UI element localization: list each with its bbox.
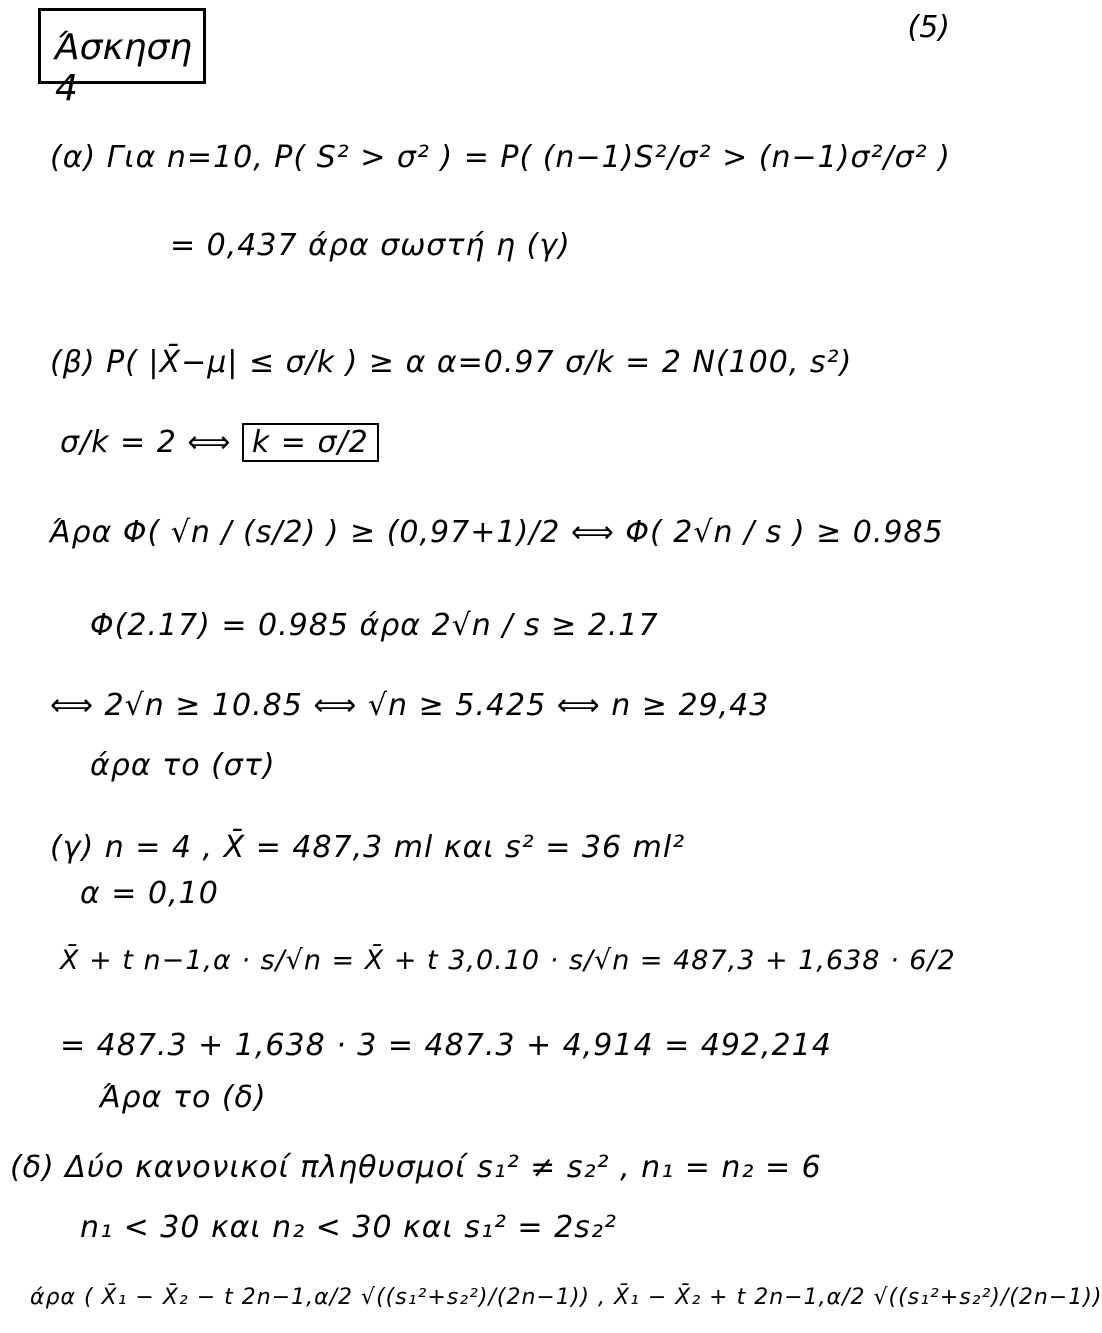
page-number: (5) xyxy=(907,10,950,45)
line-c2: α = 0,10 xyxy=(80,876,219,911)
exercise-title: Άσκηση 4 xyxy=(55,27,193,109)
exercise-title-box xyxy=(38,8,206,109)
line-b3: Άρα Φ( √n / (s/2) ) ≥ (0,97+1)/2 ⟺ Φ( 2√n / s ) ≥ 0.985 xyxy=(50,515,944,550)
line-b1: (β) P( |X̄−μ| ≤ σ/k ) ≥ α α=0.97 σ/k = 2 N(100, s²) xyxy=(50,345,853,380)
line-b2-text: σ/k = 2 ⟺ xyxy=(60,425,242,460)
line-c3: X̄ + t n−1,α · s/√n = X̄ + t 3,0.10 · s/√n = 487,3 + 1,638 · 6/2 xyxy=(60,945,956,976)
line-a1: (α) Για n=10, P( S² > σ² ) = P( (n−1)S²/σ² > (n−1)σ²/σ² ) xyxy=(50,140,951,175)
line-b4: Φ(2.17) = 0.985 άρα 2√n / s ≥ 2.17 xyxy=(90,608,659,643)
k-boxed-result: k = σ/2 xyxy=(242,423,379,462)
line-c1: (γ) n = 4 , X̄ = 487,3 ml και s² = 36 ml² xyxy=(50,830,686,865)
line-b5: ⟺ 2√n ≥ 10.85 ⟺ √n ≥ 5.425 ⟺ n ≥ 29,43 xyxy=(50,688,770,723)
line-b6: άρα το (στ) xyxy=(90,748,276,783)
line-c4: = 487.3 + 1,638 · 3 = 487.3 + 4,914 = 492,214 xyxy=(60,1028,832,1063)
line-d1: (δ) Δύο κανονικοί πληθυσμοί s₁² ≠ s₂² , n₁ = n₂ = 6 xyxy=(10,1150,822,1185)
line-b2 xyxy=(60,425,379,460)
line-d2: n₁ < 30 και n₂ < 30 και s₁² = 2s₂² xyxy=(80,1210,617,1245)
line-a2: = 0,437 άρα σωστή η (γ) xyxy=(170,228,571,263)
line-d3: άρα ( X̄₁ − X̄₂ − t 2n−1,α/2 √((s₁²+s₂²)/(2n−1)) , X̄₁ − X̄₂ + t 2n−1,α/2 √((s₁²+s₂²)/(2n−1)) xyxy=(30,1285,1102,1310)
line-c5: Άρα το (δ) xyxy=(100,1080,267,1115)
